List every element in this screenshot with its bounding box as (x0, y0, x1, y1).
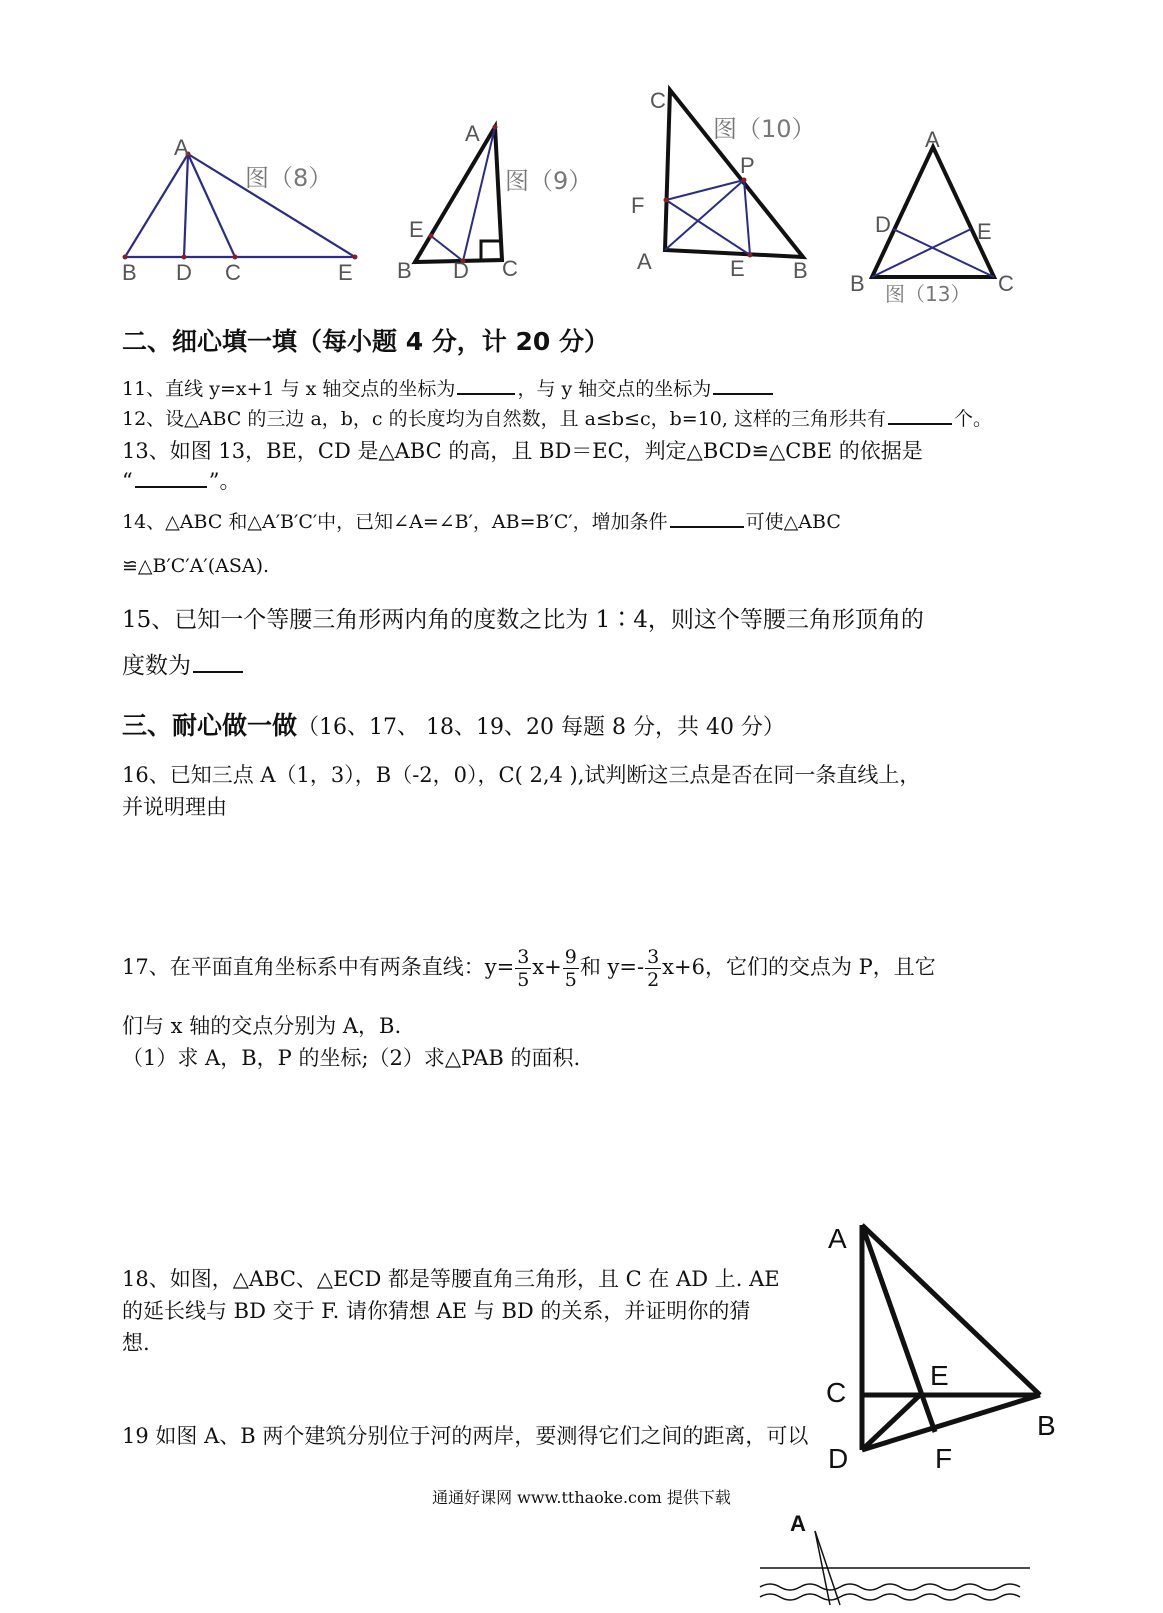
section-3-title-text: 三、耐心做一做 (122, 711, 298, 740)
question-15-line-2 (122, 647, 1022, 680)
fig10-label-e: E (730, 256, 745, 281)
fig13-label-d: D (875, 212, 891, 237)
q12-blank[interactable] (888, 421, 952, 425)
fig10-label-c: C (650, 88, 666, 113)
q12-text-b: 个。 (953, 408, 992, 430)
fig9-label-a: A (465, 121, 480, 146)
question-17-line-2: 们与 x 轴的交点分别为 A，B. (122, 1014, 402, 1038)
figure-9-diagram (395, 115, 605, 290)
figure-18-diagram (820, 1210, 1070, 1480)
fig9-label-e: E (409, 217, 424, 242)
q17-fraction-3 (645, 946, 661, 991)
fig19-label-a: A (790, 1511, 806, 1536)
question-16-line-2: 并说明理由 (122, 795, 227, 819)
fig18-label-b: B (1037, 1410, 1056, 1441)
q11-text-a: 11、直线 y=x+1 与 x 轴交点的坐标为 (122, 378, 456, 400)
fig10-label-p: P (740, 153, 755, 178)
q13-open-quote: “ (122, 469, 133, 493)
fig13-label-a: A (925, 127, 940, 152)
fig18-label-e: E (930, 1360, 949, 1391)
q17-fraction-1 (515, 946, 531, 991)
page-footer: 通通好课网 www.tthaoke.com 提供下载 (432, 1488, 731, 1507)
fig9-caption: 图（9） (505, 167, 593, 195)
question-16: 16、已知三点 A（1，3），B（-2，0），C( 2,4 ),试判断这三点是否在同一条直线上， (122, 763, 921, 787)
q11-text-b: ，与 y 轴交点的坐标为 (517, 378, 712, 400)
figure-10-diagram (625, 80, 845, 290)
q13-close-quote: ”。 (208, 469, 241, 493)
q14-text-b: 可使△ABC (745, 511, 841, 533)
fig8-label-d: D (176, 260, 192, 285)
fig8-label-e: E (338, 260, 353, 285)
figure-9 (395, 115, 605, 290)
question-14-line-2: ≌△B′C′A′(ASA). (122, 555, 270, 577)
q17-text-c: 和 y=- (579, 955, 645, 979)
q15-blank[interactable] (193, 669, 243, 673)
question-12 (122, 404, 1022, 431)
question-19: 19 如图 A、B 两个建筑分别位于河的两岸，要测得它们之间的距离，可以 (122, 1424, 809, 1448)
figure-13 (845, 125, 1035, 310)
figure-10 (625, 80, 845, 290)
figure-19 (760, 1505, 1040, 1613)
fig9-label-b: B (397, 258, 412, 283)
question-15: 15、已知一个等腰三角形两内角的度数之比为 1∶4，则这个等腰三角形顶角的 (122, 607, 924, 633)
fig18-label-c: C (826, 1377, 847, 1408)
question-13-answer-line (122, 465, 1022, 495)
question-18-line-2: 的延长线与 BD 交于 F. 请你猜想 AE 与 BD 的关系，并证明你的猜 (122, 1299, 751, 1323)
fig18-label-f: F (935, 1443, 953, 1474)
section-2-title: 二、细心填一填（每小题 4 分，计 20 分） (122, 327, 610, 356)
fig13-label-b: B (850, 271, 865, 296)
question-18: 18、如图，△ABC、△ECD 都是等腰直角三角形，且 C 在 AD 上. AE (122, 1267, 780, 1291)
question-11 (122, 374, 1022, 401)
figure-8-diagram (110, 130, 380, 295)
q13-line-1: 13、如图 13，BE，CD 是△ABC 的高，且 BD＝EC，判定△BCD≌△CBE 的依据是 (122, 439, 923, 463)
q14-text-a: 14、△ABC 和△A′B′C′中，已知∠A=∠B′，AB=B′C′，增加条件 (122, 511, 668, 533)
fig8-label-a: A (174, 135, 189, 160)
fig8-label-c: C (225, 260, 241, 285)
q17-f3-den: 2 (647, 969, 660, 991)
fig10-caption: 图（10） (713, 115, 816, 143)
fig9-label-c: C (502, 256, 518, 281)
q17-text-b: x+ (532, 955, 562, 979)
fig8-caption: 图（8） (245, 164, 333, 192)
q11-blank-2[interactable] (713, 391, 773, 395)
q17-f1-den: 5 (517, 969, 530, 991)
fig9-label-d: D (453, 258, 469, 283)
fig13-label-e: E (977, 219, 992, 244)
q17-text-a: 17、在平面直角坐标系中有两条直线：y= (122, 955, 515, 979)
q17-text-d: x+6，它们的交点为 P，且它 (662, 955, 936, 979)
fig8-label-b: B (122, 260, 137, 285)
q15-line-2-text: 度数为 (122, 653, 191, 679)
figure-13-diagram (845, 125, 1035, 310)
section-3-title (122, 706, 785, 742)
q12-text-a: 12、设△ABC 的三边 a，b，c 的长度均为自然数，且 a≤b≤c，b=10, 这样的三角形共有 (122, 408, 886, 430)
fig10-label-a: A (637, 249, 652, 274)
question-14 (122, 507, 1022, 534)
q17-fraction-2 (563, 946, 579, 991)
figure-8 (110, 130, 380, 295)
figure-19-diagram (760, 1505, 1040, 1613)
q11-blank-1[interactable] (457, 391, 515, 395)
q17-f2-den: 5 (564, 969, 577, 991)
question-17-line-3: （1）求 A，B，P 的坐标;（2）求△PAB 的面积. (122, 1046, 581, 1070)
q14-blank[interactable] (670, 524, 744, 528)
fig13-caption: 图（13） (885, 282, 971, 306)
q17-f2-num: 9 (564, 946, 577, 968)
question-13 (122, 435, 1022, 465)
fig10-label-b: B (793, 258, 808, 283)
figure-18 (820, 1210, 1070, 1480)
q13-blank[interactable] (135, 484, 207, 488)
q17-f1-num: 3 (517, 946, 530, 968)
section-3-subtitle: （16、17、 18、19、20 每题 8 分，共 40 分） (297, 715, 785, 740)
question-17 (122, 946, 1022, 991)
q17-f3-num: 3 (647, 946, 660, 968)
fig18-label-a: A (828, 1223, 847, 1254)
fig10-label-f: F (631, 193, 645, 218)
fig13-label-c: C (998, 271, 1014, 296)
fig18-label-d: D (828, 1443, 849, 1474)
question-18-line-3: 想. (122, 1331, 150, 1355)
